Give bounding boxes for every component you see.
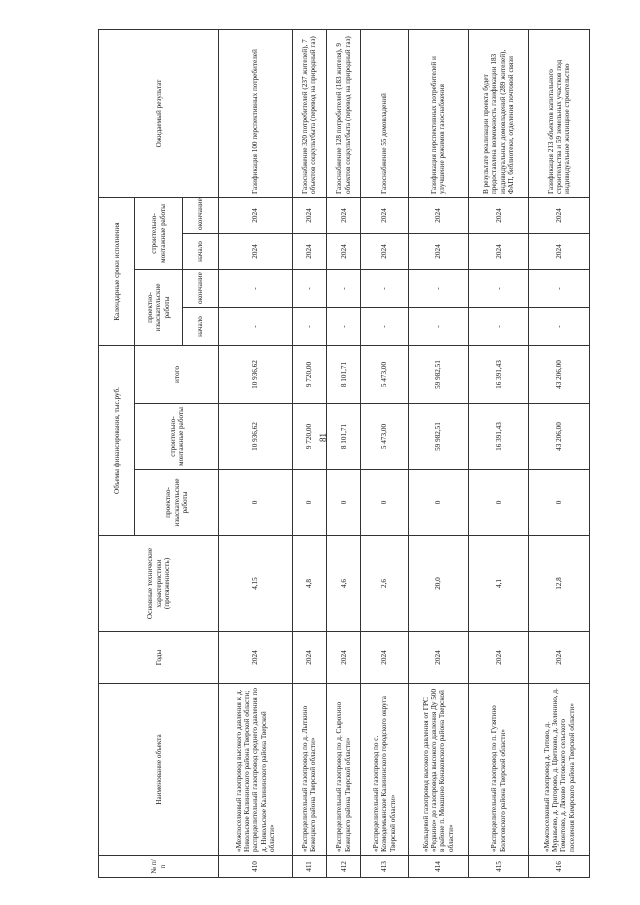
row-number-cell: 412 (327, 856, 361, 878)
table-row (408, 29, 468, 877)
header-constr-end: окончание (182, 197, 218, 233)
year-cell: 2024 (469, 632, 529, 684)
fin-construction-cell: 43 206,00 (529, 404, 590, 470)
fin-total-cell: 59 982,51 (408, 346, 468, 404)
design-start-cell: - (327, 308, 361, 346)
header-characteristics: Основные технические характеристики (протяженность) (99, 536, 219, 632)
constr-start-cell: 2024 (469, 234, 529, 270)
header-fin-construction: строительно-монтажные работы (135, 404, 219, 470)
header-num: № п/п (99, 856, 219, 878)
header-years: Годы (99, 632, 219, 684)
fin-construction-cell: 59 982,51 (408, 404, 468, 470)
table-row (327, 29, 361, 877)
fin-total-cell: 16 391,43 (469, 346, 529, 404)
fin-design-cell: 0 (361, 470, 408, 536)
constr-end-cell: 2024 (327, 197, 361, 233)
constr-start-cell: 2024 (219, 234, 293, 270)
expected-result-cell: Газификация перспективных потребителей и улучшение режимов газоснабжения (408, 29, 468, 197)
header-fin-total: итого (135, 346, 219, 404)
table-row (292, 29, 326, 877)
object-name-cell: «Кольцевой газопровод высокого давления от ГРС «Редкино» до газопровода высокого давления Ду 500 в районе п. Мокшино Конаковского района Тверской области» (408, 684, 468, 856)
design-end-cell: - (292, 270, 326, 308)
table-row (529, 29, 590, 877)
fin-design-cell: 0 (219, 470, 293, 536)
object-name-cell: «Межпоселковый газопровод высокого давления к д. Никольское Калининского района Тверской области; распределительный газопровод среднего давления по д. Никольское Калининского района Тверской области» (219, 684, 293, 856)
row-number-cell: 414 (408, 856, 468, 878)
expected-result-cell: Газификация 100 перспективных потребителей (219, 29, 293, 197)
row-number-cell: 416 (529, 856, 590, 878)
expected-result-cell: Газификация 213 объектов капитального строительства и 59 земельных участков под индивидуальное жилищное строительство (529, 29, 590, 197)
constr-end-cell: 2024 (469, 197, 529, 233)
year-cell: 2024 (361, 632, 408, 684)
row-number-cell: 413 (361, 856, 408, 878)
length-cell: 4,8 (292, 536, 326, 632)
design-end-cell: - (327, 270, 361, 308)
row-number-cell: 415 (469, 856, 529, 878)
expected-result-cell: Газоснабжение 55 домовладений (361, 29, 408, 197)
design-start-cell: - (219, 308, 293, 346)
fin-construction-cell: 16 391,43 (469, 404, 529, 470)
table-row (361, 29, 408, 877)
table-row (469, 29, 529, 877)
object-name-cell: «Распределительный газопровод по д. Сырохино Бежецкого района Тверской области» (327, 684, 361, 856)
expected-result-cell: В результате реализации проекта будет предоставлена возможность газификации 183 индивидуальных домовладений (289 жителей), ФАП, библиотеки, отделения почтовой связи (469, 29, 529, 197)
object-name-cell: «Распределительный газопровод по п. Гузятино Бологовского района Тверской области» (469, 684, 529, 856)
year-cell: 2024 (408, 632, 468, 684)
page-number: 81 (318, 433, 328, 442)
header-financing: Объемы финансирования, тыс.руб. (99, 346, 135, 536)
length-cell: 12,8 (529, 536, 590, 632)
fin-design-cell: 0 (529, 470, 590, 536)
design-start-cell: - (469, 308, 529, 346)
fin-design-cell: 0 (408, 470, 468, 536)
header-fin-design: проектно-изыскательские работы (135, 470, 219, 536)
header-construction-works: строительно-монтажные работы (135, 197, 182, 269)
fin-total-cell: 10 936,62 (219, 346, 293, 404)
header-result: Ожидаемый результат (99, 29, 219, 197)
fin-total-cell: 9 720,00 (292, 346, 326, 404)
header-schedule: Календарные сроки исполнения (99, 197, 135, 345)
fin-design-cell: 0 (469, 470, 529, 536)
constr-end-cell: 2024 (219, 197, 293, 233)
design-end-cell: - (219, 270, 293, 308)
length-cell: 4,15 (219, 536, 293, 632)
design-start-cell: - (529, 308, 590, 346)
gas-pipeline-objects-table (98, 29, 590, 878)
year-cell: 2024 (327, 632, 361, 684)
constr-end-cell: 2024 (292, 197, 326, 233)
fin-design-cell: 0 (292, 470, 326, 536)
design-end-cell: - (408, 270, 468, 308)
fin-total-cell: 5 473,00 (361, 346, 408, 404)
design-start-cell: - (408, 308, 468, 346)
design-end-cell: - (361, 270, 408, 308)
expected-result-cell: Газоснабжение 320 потребителей (237 жителей), 7 объектов соцкультбыта (перевод на природный газ) (292, 29, 326, 197)
object-name-cell: «Межпоселковый газопровод д. Титово, д. Муравьево, д. Григорово, д. Цветково, д. Зеленино, д. Гомонтово, д. Ляхово Титовского сельского поселения Кимрского района Тверской области» (529, 684, 590, 856)
header-name: Наименование объекта (99, 684, 219, 856)
length-cell: 4,6 (327, 536, 361, 632)
fin-construction-cell: 8 101,71 (327, 404, 361, 470)
table-row (219, 29, 293, 877)
design-end-cell: - (469, 270, 529, 308)
constr-end-cell: 2024 (408, 197, 468, 233)
fin-construction-cell: 9 720,00 (292, 404, 326, 470)
constr-start-cell: 2024 (327, 234, 361, 270)
year-cell: 2024 (219, 632, 293, 684)
constr-start-cell: 2024 (529, 234, 590, 270)
fin-construction-cell: 5 473,00 (361, 404, 408, 470)
fin-construction-cell: 10 936,62 (219, 404, 293, 470)
header-constr-start: начало (182, 234, 218, 270)
row-number-cell: 410 (219, 856, 293, 878)
year-cell: 2024 (529, 632, 590, 684)
fin-total-cell: 43 206,00 (529, 346, 590, 404)
constr-start-cell: 2024 (292, 234, 326, 270)
year-cell: 2024 (292, 632, 326, 684)
header-design-works: проектно-изыскательские работы (135, 270, 182, 346)
rotated-table-container (98, 30, 590, 878)
constr-end-cell: 2024 (529, 197, 590, 233)
constr-start-cell: 2024 (408, 234, 468, 270)
header-design-start: начало (182, 308, 218, 346)
fin-design-cell: 0 (327, 470, 361, 536)
expected-result-cell: Газоснабжение 128 потребителей (183 жителя), 9 объектов соцкультбыта (перевод на природный газ) (327, 29, 361, 197)
design-start-cell: - (292, 308, 326, 346)
length-cell: 20,0 (408, 536, 468, 632)
object-name-cell: «Распределительный газопровод по д. Лыткино Бежецкого района Тверской области» (292, 684, 326, 856)
row-number-cell: 411 (292, 856, 326, 878)
constr-end-cell: 2024 (361, 197, 408, 233)
object-name-cell: «Распределительный газопровод по с. Козмодемьянское Калининского городского округа Тверской области» (361, 684, 408, 856)
fin-total-cell: 8 101,71 (327, 346, 361, 404)
length-cell: 2,6 (361, 536, 408, 632)
length-cell: 4,1 (469, 536, 529, 632)
design-start-cell: - (361, 308, 408, 346)
header-design-end: окончание (182, 270, 218, 308)
table-body (219, 29, 590, 877)
constr-start-cell: 2024 (361, 234, 408, 270)
design-end-cell: - (529, 270, 590, 308)
